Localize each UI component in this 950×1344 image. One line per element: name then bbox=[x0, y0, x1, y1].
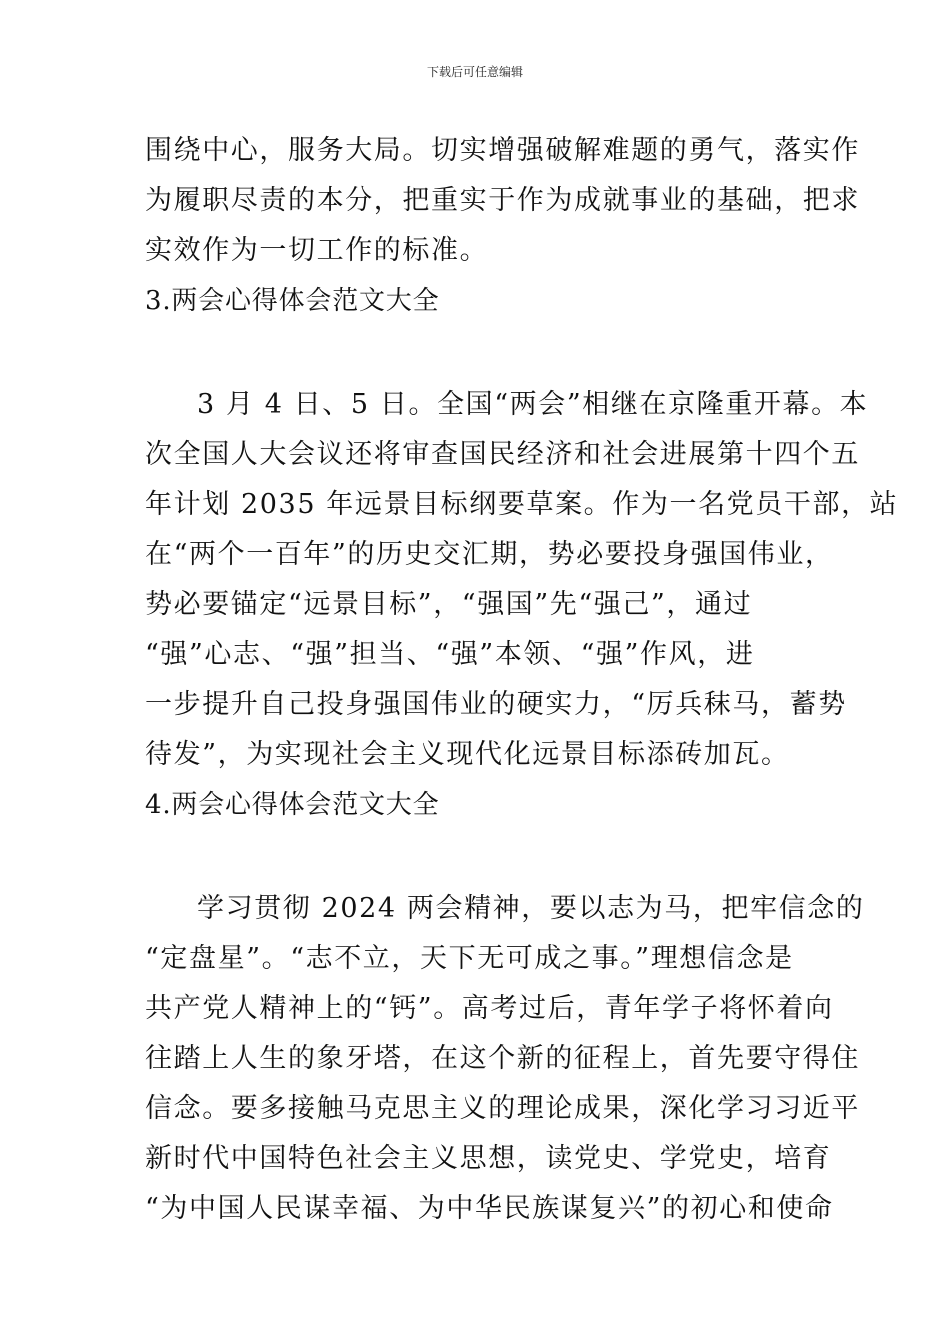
spacer bbox=[145, 830, 807, 884]
paragraph-line: “定盘星”。“志不立，天下无可成之事。”理想信念是 bbox=[145, 943, 794, 974]
paragraph-line: 为履职尽责的本分，把重实于作为成就事业的基础，把求 bbox=[145, 185, 860, 216]
paragraph-line: 学习贯彻 2024 两会精神，要以志为马，把牢信念的 bbox=[197, 893, 865, 924]
paragraph-line: 实效作为一切工作的标准。 bbox=[145, 235, 489, 266]
paragraph-line: 势必要锚定“远景目标”，“强国”先“强己”，通过 bbox=[145, 589, 753, 620]
paragraph-line: 次全国人大会议还将审查国民经济和社会进展第十四个五 bbox=[145, 439, 860, 470]
section-4-heading: 4.两会心得体会范文大全 bbox=[145, 790, 440, 820]
section-3-paragraph bbox=[145, 380, 899, 780]
paragraph-line: 信念。要多接触马克思主义的理论成果，深化学习习近平 bbox=[145, 1093, 860, 1124]
paragraph-line: 共产党人精神上的“钙”。高考过后，青年学子将怀着向 bbox=[145, 993, 834, 1024]
paragraph-line: 围绕中心，服务大局。切实增强破解难题的勇气，落实作 bbox=[145, 135, 860, 166]
paragraph-line: 待发”，为实现社会主义现代化远景目标添砖加瓦。 bbox=[145, 739, 790, 770]
intro-paragraph bbox=[145, 126, 860, 276]
paragraph-line: “为中国人民谋幸福、为中华民族谋复兴”的初心和使命 bbox=[145, 1193, 834, 1224]
section-4-paragraph bbox=[145, 884, 865, 1234]
paragraph-line: 在“两个一百年”的历史交汇期，势必要投身强国伟业， bbox=[145, 539, 834, 570]
paragraph-line: 新时代中国特色社会主义思想，读党史、学党史，培育 bbox=[145, 1143, 832, 1174]
spacer bbox=[145, 326, 807, 380]
section-3-heading: 3.两会心得体会范文大全 bbox=[145, 286, 440, 316]
paragraph-line: 往踏上人生的象牙塔，在这个新的征程上，首先要守得住 bbox=[145, 1043, 860, 1074]
page-header: 下载后可任意编辑 bbox=[426, 65, 523, 79]
paragraph-line: 年计划 2035 年远景目标纲要草案。作为一名党员干部，站 bbox=[145, 489, 899, 520]
paragraph-line: 3 月 4 日、5 日。全国“两会”相继在京隆重开幕。本 bbox=[197, 389, 869, 420]
paragraph-line: “强”心志、“强”担当、“强”本领、“强”作风，进 bbox=[145, 639, 755, 670]
document-body bbox=[145, 126, 899, 1234]
paragraph-line: 一步提升自己投身强国伟业的硬实力，“厉兵秣马，蓄势 bbox=[145, 689, 847, 720]
